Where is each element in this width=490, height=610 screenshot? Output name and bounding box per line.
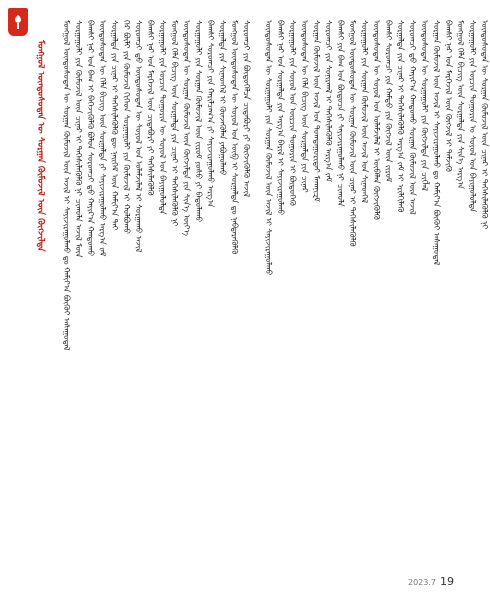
text-column: ᠦᠨᠳᠦᠰᠦᠲᠡᠨ ᠦ ᠰᠤᠷᠭᠠᠨ ᠬᠦᠮᠦᠵᠢᠯ ᠦᠨ ᠴᠢᠨᠠᠷ ᠢ ᠳᠡᠭᠡᠰᠢᠯᠡᠭᠦᠯᠬᠦ ᠨᠢ [480, 20, 489, 230]
text-column: ᠪᠠᠭᠰᠢ ᠨᠠᠷ ᠤᠨ ᠮᠡᠷᠭᠡᠵᠢᠯ ᠦᠨ ᠴᠢᠳᠠᠪᠤᠷᠢ ᠶᠢ ᠳᠡᠭᠡᠰᠢᠯᠡᠭᠦᠯᠬᠦ [146, 20, 155, 196]
text-column: ᠰᠤᠷᠭᠠᠨ ᠬᠦᠮᠦᠵᠢᠯ ᠦᠨ ᠠᠵᠢᠯ ᠢ ᠰᠠᠶᠢᠵᠢᠷᠠᠭᠤᠯᠬᠤ ᠳᠤ ᠬᠠᠮᠢᠶ᠎ᠠ ᠪᠦᠬᠦᠢ ᠠᠰᠠᠭᠤᠳᠠᠯ [432, 20, 441, 266]
text-column: ᠮᠣᠩᠭᠣᠯ ᠬᠡᠯᠡ ᠪᠢᠴᠢᠭ ᠦᠨ ᠰᠤᠷᠭᠠᠯᠲᠠ ᠶᠢᠨ ᠰᠢᠨ᠎ᠡ ᠠᠷᠭ᠎ᠠ [456, 20, 465, 189]
text-column: ᠪᠠᠭᠰᠢ ᠰᠤᠷᠤᠭᠴᠢ ᠶᠢᠨ ᠬᠠᠷᠢᠯᠴᠠᠭ᠎ᠠ ᠶᠢ ᠰᠠᠶᠢᠵᠢᠷᠠᠭᠤᠯᠬᠤ ᠠᠷᠭ᠎ᠠ [206, 20, 215, 208]
text-column: ᠰᠤᠷᠤᠭᠴᠢ ᠳ᠋ᠤ ᠬᠠᠶᠢᠷ᠎ᠠ ᠬᠠᠨᠳᠤᠬᠤ ᠰᠤᠷᠭᠠᠨ ᠬᠦᠮᠦᠵᠢᠯ ᠦᠨ ᠠᠵᠢᠯ [408, 20, 417, 215]
text-block-left [60, 20, 256, 568]
text-column: ᠰᠤᠷᠭᠠᠨ ᠬᠦᠮᠦᠵᠢᠯ ᠦᠨ ᠠᠵᠢᠯ ᠤᠨ ᠲᠣᠭᠲᠠᠭᠤᠷᠢᠲᠠᠢ ᠮᠡᠬᠠᠨᠢᠽᠮ [312, 20, 321, 202]
text-column: ᠰᠤᠷᠤᠭᠴᠢ ᠶᠢᠨ ᠰᠣᠨᠢᠷᠬᠠᠯ ᠢ ᠳᠡᠭᠡᠰᠢᠯᠡᠭᠦᠯᠬᠦ ᠠᠷᠭ᠎ᠠ ᠵᠠᠮ [324, 20, 333, 182]
text-column: ᠦᠨᠳᠦᠰᠦᠲᠡᠨ ᠦ ᠬᠡᠯᠡ ᠪᠢᠴᠢᠭ ᠦᠨ ᠰᠤᠷᠭᠠᠯᠲᠠ ᠶᠢᠨ ᠴᠢᠨᠠᠷ [300, 20, 309, 193]
logo-emblem-icon [8, 8, 28, 36]
text-column: ᠪᠠᠭᠰᠢ ᠨᠠᠷ ᠤᠨ ᠮᠡᠷᠭᠡᠵᠢᠯ ᠦᠨ ᠬᠥᠭᠵᠢᠯ ᠢ ᠳᠡᠮᠵᠢᠬᠦ [444, 20, 453, 172]
text-column: ᠰᠤᠷᠭᠠᠭᠤᠯᠢ ᠶᠢᠨ ᠬᠦᠮᠦᠵᠢᠯ ᠦᠨ ᠴᠢᠨᠠᠷ ᠢ ᠳᠡᠭᠡᠰᠢᠯᠡᠭᠦᠯᠬᠦ ᠨᠢ ᠴᠢᠬᠤᠯᠠ ᠠᠵᠢᠯ ᠮᠦᠨ [74, 20, 83, 258]
text-column: ᠮᠣᠩᠭᠣᠯ ᠬᠡᠯᠡ ᠪᠢᠴᠢᠭ ᠦᠨ ᠰᠤᠷᠭᠠᠯᠲᠠ ᠶᠢᠨ ᠴᠢᠨᠠᠷ ᠢ ᠳᠡᠭᠡᠰᠢᠯᠡᠭᠦᠯᠬᠦ ᠨᠢ [170, 20, 179, 227]
text-column: ᠰᠤᠷᠭᠠᠭᠤᠯᠢ ᠶᠢᠨ ᠰᠤᠷᠭᠠᠨ ᠬᠦᠮᠦᠵᠢᠯ ᠦᠨ ᠠᠵᠢᠯ ᠤᠨ ᠰᠢᠨᠡᠳᠬᠡᠯ [360, 20, 369, 204]
text-block-right [262, 20, 489, 568]
text-column: ᠰᠤᠷᠤᠭᠴᠢ ᠳ᠋ᠤ ᠦᠨᠳᠦᠰᠦᠲᠡᠨ ᠦ ᠰᠣᠶᠣᠯ ᠤᠨ ᠤᠯᠠᠮᠵᠢᠯᠠᠯ ᠢ ᠰᠤᠷᠭᠠᠬᠤ ᠠᠵᠢᠯ [134, 20, 143, 253]
text-column: ᠪᠠᠭᠰᠢ ᠨᠠᠷ ᠤᠨ ᠪᠠᠭ ᠢ ᠪᠡᠭᠡᠵᠢᠭᠦᠯᠬᠦ ᠪᠣᠯᠣᠨ ᠰᠤᠷᠤᠭᠴᠢ ᠳ᠋ᠤ ᠬᠠᠶᠢᠷ᠎ᠠ ᠬᠠᠨᠳᠤᠬᠤ [86, 20, 95, 257]
text-column: ᠰᠤᠷᠭᠠᠭᠤᠯᠢ ᠶᠢᠨ ᠰᠤᠷᠭᠠᠨ ᠬᠦᠮᠦᠵᠢᠯ ᠦᠨ ᠵᠢᠷᠤᠮ ᠶᠣᠰᠤ ᠶᠢ ᠪᠠᠲᠤᠯᠠᠬᠤ [194, 20, 203, 223]
text-column: ᠰᠤᠷᠭᠠᠭᠤᠯᠢ ᠶᠢᠨ ᠰᠣᠶᠣᠯ ᠤᠨ ᠥᠷᠴᠢᠨ ᠲᠣᠭᠣᠷᠢᠨ ᠢ ᠪᠦᠲᠦᠭᠡᠬᠦ [288, 20, 297, 206]
text-column: ᠰᠤᠷᠭᠠᠭᠤᠯᠢ ᠶᠢᠨ ᠣᠷᠴᠢᠨ ᠲᠣᠭᠣᠷᠢᠨ ᠤ ᠰᠣᠶᠣᠯ ᠤᠨ ᠪᠠᠶᠢᠭᠤᠯᠤᠯᠲᠠ [468, 20, 477, 213]
text-column: ᠦᠨᠳᠦᠰᠦᠲᠡᠨ ᠦ ᠰᠣᠶᠣᠯ ᠤᠨ ᠤᠯᠠᠮᠵᠢᠯᠠᠯ ᠢ ᠥᠪᠡᠯᠡᠨ ᠬᠥᠭᠵᠢᠭᠦᠯᠬᠦ [372, 20, 381, 220]
text-column: ᠪᠠᠭᠰᠢ ᠰᠤᠷᠤᠭᠴᠢ ᠶᠢᠨ ᠬᠠᠮᠲᠤ ᠶᠢᠨ ᠬᠥᠭᠵᠢᠯ ᠦᠨ ᠵᠢᠷᠤᠮ [384, 20, 393, 183]
text-column: ᠦᠨᠳᠦᠰᠦᠲᠡᠨ ᠦ ᠰᠤᠷᠭᠠᠭᠤᠯᠢ ᠶᠢᠨ ᠰᠤᠷᠭᠠᠨ ᠬᠦᠮᠦᠵᠢᠯ ᠦᠨ ᠠᠵᠢᠯ ᠢ ᠰᠠᠶᠢᠵᠢᠷᠠᠭᠤᠯᠬᠤ [264, 20, 273, 276]
issue-date: 2023.7 [408, 578, 436, 587]
text-column: ᠦᠨᠳᠦᠰᠦᠲᠡᠨ ᠦ ᠰᠤᠷᠭᠠᠨ ᠬᠦᠮᠦᠵᠢᠯ ᠦᠨ ᠬᠥᠭᠵᠢᠯᠲᠡ ᠶᠢᠨ ᠰᠢᠨ᠎ᠡ ᠦᠶ᠎ᠡ [182, 20, 191, 236]
article-heading: ᠮᠣᠩᠭᠣᠯ ᠦᠨᠳᠦᠰᠦᠲᠡᠨ ᠦ ᠰᠤᠷᠭᠠᠨ ᠬᠦᠮᠦᠵᠢᠯ ᠦᠨ ᠬᠥᠭᠵᠢᠯᠲᠡ [35, 40, 45, 252]
text-column: ᠰᠤᠷᠭᠠᠭᠤᠯᠢ ᠶᠢᠨ ᠣᠷᠴᠢᠨ ᠲᠣᠭᠣᠷᠢᠨ ᠦ ᠰᠣᠶᠣᠯ ᠤᠨ ᠪᠠᠶᠢᠭᠤᠯᠤᠯᠲᠠ [158, 20, 167, 215]
text-column: ᠦᠨᠳᠦᠰᠦᠲᠡᠨ ᠦ ᠬᠡᠯᠡ ᠪᠢᠴᠢᠭ ᠦᠨ ᠰᠤᠷᠭᠠᠯᠲᠠ ᠶᠢ ᠰᠠᠶᠢᠵᠢᠷᠠᠭᠤᠯᠬᠤ ᠠᠷᠭ᠎ᠠ ᠵᠠᠮ [98, 20, 107, 257]
text-column: ᠰᠤᠷᠭᠠᠯᠲᠠ ᠶᠢᠨ ᠰᠢᠨᠡᠳᠬᠡᠯ ᠢ ᠭᠦᠨᠵᠡᠭᠦᠯᠡᠨ ᠶᠠᠪᠤᠭᠤᠯᠬᠤ [218, 20, 227, 176]
text-column: ᠮᠣᠩᠭᠣᠯ ᠦᠨᠳᠦᠰᠦᠲᠡᠨ ᠦ ᠰᠤᠷᠭᠠᠨ ᠬᠦᠮᠦᠵᠢᠯ ᠦᠨ ᠴᠢᠨᠠᠷ ᠢ ᠳᠡᠭᠡᠰᠢᠯᠡᠭᠦᠯᠬᠦ [348, 20, 357, 247]
page-number: 19 [440, 575, 454, 588]
text-column: ᠭᠡᠷ ᠪᠦᠯᠢ ᠶᠢᠨ ᠬᠦᠮᠦᠵᠢᠯ ᠬᠢᠭᠡᠳ ᠰᠤᠷᠭᠠᠭᠤᠯᠢ ᠶᠢᠨ ᠬᠦᠮᠦᠵᠢᠯ ᠢ ᠬᠣᠯᠪᠣᠬᠤ [122, 20, 131, 234]
text-column: ᠰᠤᠷᠭᠠᠯᠲᠠ ᠶᠢᠨ ᠴᠢᠨᠠᠷ ᠢ ᠳᠡᠭᠡᠰᠢᠯᠡᠭᠦᠯᠬᠦ ᠳᠦ ᠨᠡᠢᠭᠡᠮ ᠦᠨ ᠬᠠᠮᠢᠶ᠎ᠠ ᠲᠠᠢ [110, 20, 119, 231]
text-column: ᠮᠣᠩᠭᠣᠯ ᠦᠨᠳᠦᠰᠦᠲᠡᠨ ᠦ ᠰᠤᠷᠭᠠᠨ ᠬᠦᠮᠦᠵᠢᠯ ᠦᠨ ᠠᠵᠢᠯ ᠢ ᠰᠠᠶᠢᠵᠢᠷᠠᠭᠤᠯᠬᠤ ᠳᠤ ᠬᠠᠮᠢᠶ᠎ᠠ ᠪᠦᠬᠦᠢ ᠠᠰᠠᠭᠤᠳᠠᠯ [62, 20, 71, 351]
text-column: ᠮᠣᠩᠭᠣᠯ ᠦᠨᠳᠦᠰᠦᠲᠡᠨ ᠦ ᠰᠣᠶᠣᠯ ᠤᠨ ᠦᠪ ᠢ ᠰᠤᠷᠭᠠᠯᠲᠠ ᠳᠤ ᠨᠡᠪᠲᠡᠷᠡᠭᠦᠯᠬᠦ [230, 20, 239, 255]
text-column: ᠪᠠᠭᠰᠢ ᠶᠢᠨ ᠪᠠᠭ ᠤᠨ ᠪᠦᠲᠦᠴᠡ ᠶᠢ ᠰᠠᠶᠢᠵᠢᠷᠠᠭᠤᠯᠬᠤ ᠨᠢ ᠴᠢᠬᠤᠯᠠ [336, 20, 345, 207]
text-column: ᠰᠤᠷᠭᠠᠯᠲᠠ ᠶᠢᠨ ᠴᠢᠨᠠᠷ ᠢ ᠳᠡᠭᠡᠰᠢᠯᠡᠭᠦᠯᠬᠦ ᠠᠷᠭ᠎ᠠ ᠵᠠᠮ ᠢ ᠡᠷᠢᠯᠬᠢᠯᠡᠬᠦ [396, 20, 405, 213]
emblem-glyph [11, 13, 25, 31]
text-column: ᠰᠤᠷᠤᠭᠴᠢ ᠶᠢᠨ ᠪᠦᠲᠦᠭᠡᠯᠴᠡ ᠴᠢᠳᠠᠪᠤᠷᠢ ᠶᠢ ᠬᠥᠭᠵᠢᠭᠦᠯᠬᠦ ᠠᠵᠢᠯ [242, 20, 251, 198]
text-column: ᠪᠠᠭᠰᠢ ᠨᠠᠷ ᠤᠨ ᠰᠤᠷᠭᠠᠯᠲᠠ ᠶᠢᠨ ᠠᠷᠭ᠎ᠠ ᠪᠠᠷᠢᠯ ᠢ ᠰᠠᠶᠢᠵᠢᠷᠠᠭᠤᠯᠬᠤ [276, 20, 285, 216]
page-footer [408, 575, 454, 588]
text-column: ᠦᠨᠳᠦᠰᠦᠲᠡᠨ ᠦ ᠰᠤᠷᠭᠠᠭᠤᠯᠢ ᠶᠢᠨ ᠬᠥᠭᠵᠢᠯᠲᠡ ᠶᠢᠨ ᠴᠢᠭᠯᠡᠯ [420, 20, 429, 191]
